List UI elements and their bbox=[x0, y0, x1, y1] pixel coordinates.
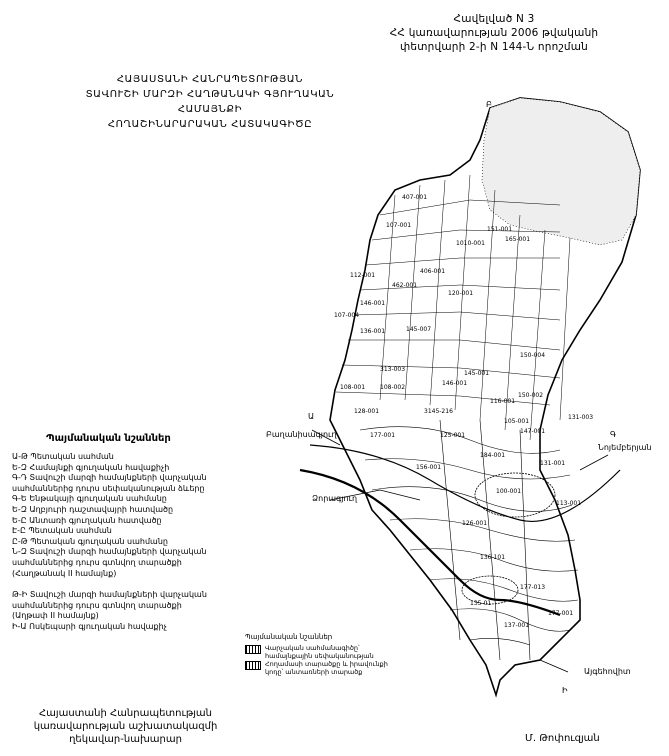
parcel-detail bbox=[360, 420, 578, 660]
signatory-line-3: ղեկավար-նախարար bbox=[69, 734, 182, 745]
parcel-label: 156-001 bbox=[416, 464, 442, 471]
legend bbox=[12, 452, 237, 633]
parcel-label: 120-001 bbox=[448, 290, 474, 297]
parcel-label: 112-001 bbox=[350, 272, 376, 279]
settlement-area bbox=[475, 473, 555, 517]
neighbor-south-label: Այգեհովիտ bbox=[584, 667, 631, 676]
road bbox=[310, 445, 620, 521]
parcel-label: 145-007 bbox=[406, 326, 432, 333]
parcel-label: 116-001 bbox=[490, 398, 516, 405]
forest-zone bbox=[482, 98, 640, 245]
title-line-3: ՀՈՂԱՇԻՆԱՐԱՐԱԿԱՆ ՀԱՏԱԿԱԳԻԾԸ bbox=[107, 119, 313, 130]
parcel-label: 100-001 bbox=[496, 488, 522, 495]
parcel-label: 1010-001 bbox=[456, 240, 485, 247]
parcel-label: 146-001 bbox=[442, 380, 468, 387]
arrow-south bbox=[540, 660, 568, 672]
parcel-label: 131-001 bbox=[540, 460, 566, 467]
legend-item: Ի-Ա Ոսկեպարի գյուղական հավաքիչ bbox=[12, 621, 167, 631]
parcel-label: 151-001 bbox=[487, 226, 513, 233]
point-c-label: Գ bbox=[610, 430, 617, 439]
parcel-label: 108-002 bbox=[380, 384, 406, 391]
parcel-label: 150-004 bbox=[520, 352, 546, 359]
parcel-label: 177-001 bbox=[548, 610, 574, 617]
legend-item: Ե-Ը Անտառի գյուղական հատվածը bbox=[12, 515, 162, 525]
inset-legend-text: Հողամասի տարածքը և իրավունքի կոդը՝ անտառների տարածք bbox=[265, 660, 388, 676]
legend-item: Ը-Թ Պետական գյուղական սահմանը bbox=[12, 536, 168, 546]
parcel-label: 146-001 bbox=[360, 300, 386, 307]
parcel-label: 131-003 bbox=[568, 414, 594, 421]
parcel-label: 184-001 bbox=[480, 452, 506, 459]
parcel-label: 313-003 bbox=[380, 366, 406, 373]
neighbor-east-label: Նոյեմբերյան bbox=[598, 443, 652, 452]
parcel-label: 165-001 bbox=[505, 236, 531, 243]
parcel-label: 135-01 bbox=[470, 600, 492, 607]
point-i-label: Ի bbox=[562, 686, 568, 695]
parcel-label: 406-001 bbox=[420, 268, 446, 275]
inset-legend-title: Պայմանական նշաններ bbox=[245, 633, 333, 641]
legend-item: Գ-Դ Տավուշի մարզի համայնքների վարչական սահմաններից դուրս սեփականության ձևերը bbox=[12, 473, 207, 493]
legend-item: Ե-Զ Աղբյուրի դաշտավայրի հատվածը bbox=[12, 504, 174, 514]
parcel-label: 136-101 bbox=[480, 554, 506, 561]
inset-legend-text: Վարչական սահմանագիծը՝ համայնքային սեփականության bbox=[265, 644, 374, 660]
legend-item: Ե-Զ Համայնքի գյուղական հավաքիչի bbox=[12, 462, 170, 472]
signatory-line-2: կառավարության աշխատակազմի bbox=[33, 721, 218, 732]
parcel-label: 462-001 bbox=[392, 282, 418, 289]
neighbor-southwest-label: Ձորագյուղ bbox=[312, 494, 358, 503]
title-line-2: ՏԱՎՈՒՇԻ ՄԱՐԶԻ ՀԱՂԹԱՆԱԿԻ ԳՅՈՒՂԱԿԱՆ ՀԱՄԱՅՆՔԻ bbox=[85, 89, 335, 115]
parcel-label: 107-004 bbox=[334, 312, 360, 319]
parcel-label: 105-001 bbox=[504, 418, 530, 425]
signatory-block bbox=[18, 707, 233, 746]
parcel-label: 113-001 bbox=[556, 500, 582, 507]
signatory-name: Մ. Թոփուզյան bbox=[525, 733, 600, 744]
hatch-swatch-icon bbox=[245, 645, 261, 654]
legend-title: Պայմանական նշաններ bbox=[46, 433, 171, 444]
legend-item: Է-Ը Պետական սահման bbox=[12, 526, 112, 536]
parcel-label: 3145-216 bbox=[424, 408, 453, 415]
legend-item: Գ-Ե Ենթակայի գյուղական սահմանը bbox=[12, 494, 167, 504]
parcel-label: 147-001 bbox=[520, 428, 546, 435]
parcel-label: 126-001 bbox=[462, 520, 488, 527]
parcel-label: 407-001 bbox=[402, 194, 428, 201]
parcel-label: 137-001 bbox=[504, 622, 530, 629]
parcel-label: 145-001 bbox=[464, 370, 490, 377]
signatory-line-1: Հայաստանի Հանրապետության bbox=[38, 708, 213, 719]
parcel-label: 107-001 bbox=[386, 222, 412, 229]
map-inset-legend bbox=[245, 633, 405, 676]
parcel-label: 177-001 bbox=[370, 432, 396, 439]
title-line-1: ՀԱՅԱՍՏԱՆԻ ՀԱՆՐԱՊԵՏՈՒԹՅԱՆ bbox=[116, 74, 304, 85]
parcel-label: 125-001 bbox=[440, 432, 466, 439]
inset-legend-row bbox=[245, 644, 405, 660]
annex-date: փետրվարի 2-ի N 144-Ն որոշման bbox=[399, 41, 589, 53]
legend-item: Ա-Թ Պետական սահման bbox=[12, 452, 114, 461]
legend-item: Ն-Զ Տավուշի մարզի համայնքների վարչական սահմաններից դուրս գտնվող տարածքի (Հաղթանակ II համայնք) bbox=[12, 547, 207, 578]
parcel-label: 177-013 bbox=[520, 584, 546, 591]
parcel-label: 136-001 bbox=[360, 328, 386, 335]
annex-decree: ՀՀ կառավարության 2006 թվականի bbox=[389, 27, 599, 39]
neighbor-west-label: Բաղանիսագյուղ bbox=[266, 430, 337, 439]
annex-number: Հավելված N 3 bbox=[453, 13, 535, 25]
point-b-label: Բ bbox=[486, 100, 492, 109]
parcel-label: 108-001 bbox=[340, 384, 366, 391]
legend-item: Թ-Ի Տավուշի մարզի համայնքների վարչական սահմաններից դուրս գտնվող տարածքի (Աղթափ II համայնք) bbox=[12, 590, 207, 621]
arrow-east bbox=[580, 455, 608, 470]
inset-legend-row bbox=[245, 660, 405, 676]
hatch-swatch-icon bbox=[245, 661, 261, 670]
point-a-label: Ա bbox=[308, 412, 315, 421]
parcel-label: 128-001 bbox=[354, 408, 380, 415]
parcel-label: 150-002 bbox=[518, 392, 544, 399]
